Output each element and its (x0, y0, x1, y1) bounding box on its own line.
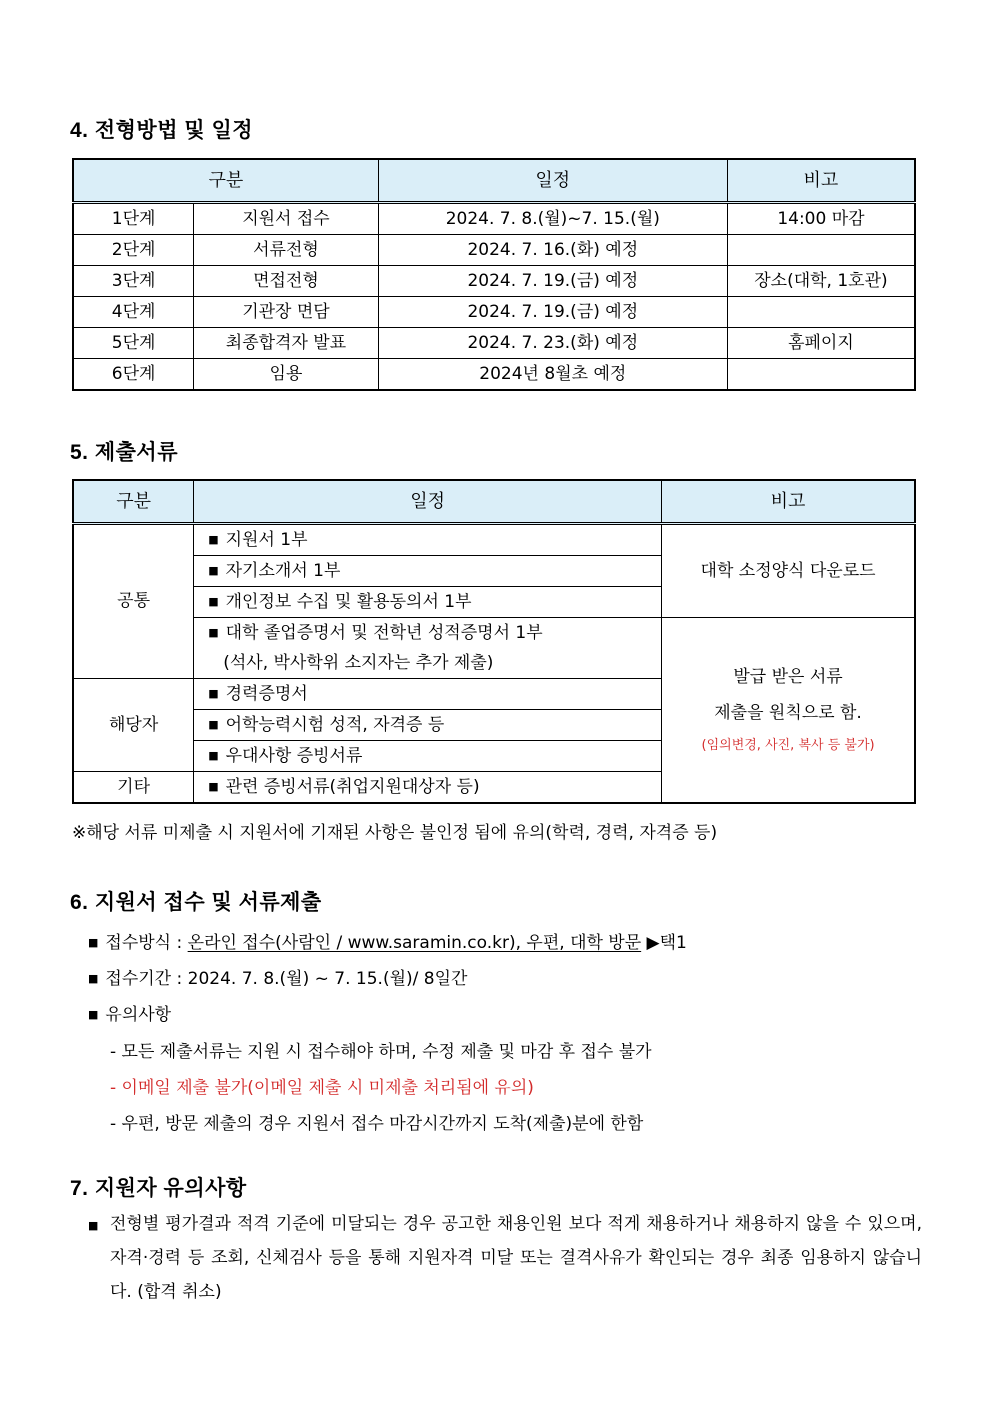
note-cell: 홈페이지 (727, 328, 915, 359)
document-item: ■ 어학능력시험 성적, 자격증 등 (194, 710, 662, 741)
date-cell: 2024. 7. 23.(화) 예정 (378, 328, 727, 359)
stage-cell: 5단계 (73, 328, 194, 359)
section-6-title: 6. 지원서 접수 및 서류제출 (70, 891, 322, 914)
applicant-notice-text: 전형별 평가결과 적격 기준에 미달되는 경우 공고한 채용인원 보다 적게 채용하거나 채용하지 않을 수 있으며, 자격·경력 등 조회, 신체검사 등을 통해 지원자격 미달 또는 결격사유가 확인되는 경우 최종 임용하지 않습니다. (합격 취소) (110, 1214, 922, 1302)
stage-name-cell: 최종합격자 발표 (194, 328, 379, 359)
schedule-table (72, 158, 916, 391)
section-5-title: 5. 제출서류 (70, 441, 178, 464)
note-cell (727, 359, 915, 391)
table-header-row (73, 159, 915, 203)
document-item: ■ 대학 졸업증명서 및 전학년 성적증명서 1부 (석사, 박사학위 소지자는 추가 제출) (194, 618, 662, 679)
group-common: 공통 (73, 524, 194, 679)
document-item: ■ 개인정보 수집 및 활용동의서 1부 (194, 587, 662, 618)
section-4-title: 4. 전형방법 및 일정 (70, 119, 254, 142)
stage-name-cell: 서류전형 (194, 235, 379, 266)
header-remark: 비고 (662, 480, 915, 524)
table-row (73, 235, 915, 266)
header-remark: 비고 (727, 159, 915, 203)
table-row (73, 328, 915, 359)
date-cell: 2024. 7. 19.(금) 예정 (378, 266, 727, 297)
caution-label-line: ■ 유의사항 (88, 1005, 172, 1025)
table-row (73, 203, 915, 235)
bullet-icon: ■ (88, 1008, 99, 1021)
bullet-icon: ■ (208, 532, 219, 546)
bullet-icon: ■ (208, 686, 219, 700)
caution-item: - 모든 제출서류는 지원 시 접수해야 하며, 수정 제출 및 마감 후 접수 불가 (110, 1042, 652, 1062)
stage-name-cell: 면접전형 (194, 266, 379, 297)
table-row (73, 359, 915, 391)
date-cell: 2024. 7. 16.(화) 예정 (378, 235, 727, 266)
document-item: ■ 경력증명서 (194, 679, 662, 710)
group-other: 기타 (73, 772, 194, 804)
bullet-icon: ■ (208, 748, 219, 762)
document-item: ■ 관련 증빙서류(취업지원대상자 등) (194, 772, 662, 804)
table-row (73, 618, 915, 679)
document-item: ■ 지원서 1부 (194, 524, 662, 556)
stage-cell: 1단계 (73, 203, 194, 235)
stage-name-cell: 지원서 접수 (194, 203, 379, 235)
method-line: ■ 접수방식 : 온라인 접수(사람인 / www.saramin.co.kr), 우편, 대학 방문 ▶택1 (88, 933, 687, 953)
stage-name-cell: 기관장 면담 (194, 297, 379, 328)
bullet-icon: ■ (208, 717, 219, 731)
remark-download: 대학 소정양식 다운로드 (662, 524, 915, 618)
stage-cell: 3단계 (73, 266, 194, 297)
note-cell: 14:00 마감 (727, 203, 915, 235)
table-row (73, 297, 915, 328)
document-item: ■ 우대사항 증빙서류 (194, 741, 662, 772)
bullet-icon: ■ (208, 594, 219, 608)
document-item: ■ 자기소개서 1부 (194, 556, 662, 587)
header-category: 구분 (73, 480, 194, 524)
note-cell: 장소(대학, 1호관) (727, 266, 915, 297)
stage-cell: 2단계 (73, 235, 194, 266)
bullet-icon: ■ (208, 626, 219, 639)
stage-cell: 4단계 (73, 297, 194, 328)
table-row (73, 266, 915, 297)
bullet-icon: ■ (208, 563, 219, 577)
bullet-icon: ■ (208, 779, 219, 793)
remark-original-docs: 발급 받은 서류 제출을 원칙으로 함. (임의변경, 사진, 복사 등 불가) (662, 618, 915, 804)
header-schedule: 일정 (194, 480, 662, 524)
documents-footnote: ※해당 서류 미제출 시 지원서에 기재된 사항은 불인정 됨에 유의(학력, 경력, 자격증 등) (72, 823, 718, 843)
date-cell: 2024년 8월초 예정 (378, 359, 727, 391)
note-cell (727, 235, 915, 266)
caution-item: - 우편, 방문 제출의 경우 지원서 접수 마감시간까지 도착(제출)분에 한함 (110, 1114, 644, 1134)
stage-name-cell: 임용 (194, 359, 379, 391)
caution-item-email: - 이메일 제출 불가(이메일 제출 시 미제출 처리됨에 유의) (110, 1078, 534, 1098)
date-cell: 2024. 7. 8.(월)~7. 15.(월) (378, 203, 727, 235)
method-value: 온라인 접수(사람인 / www.saramin.co.kr), 우편, 대학 방문 (187, 933, 642, 953)
stage-cell: 6단계 (73, 359, 194, 391)
header-category: 구분 (73, 159, 378, 203)
table-header-row (73, 480, 915, 524)
date-cell: 2024. 7. 19.(금) 예정 (378, 297, 727, 328)
header-schedule: 일정 (378, 159, 727, 203)
bullet-icon: ■ (88, 936, 99, 949)
bullet-icon: ■ (88, 972, 99, 985)
table-row (73, 524, 915, 556)
documents-table (72, 479, 916, 804)
bullet-icon: ■ (88, 1219, 99, 1232)
section-7-title: 7. 지원자 유의사항 (70, 1177, 247, 1200)
group-applicable: 해당자 (73, 679, 194, 772)
note-cell (727, 297, 915, 328)
period-line: ■ 접수기간 : 2024. 7. 8.(월) ~ 7. 15.(월)/ 8일간 (88, 969, 468, 989)
